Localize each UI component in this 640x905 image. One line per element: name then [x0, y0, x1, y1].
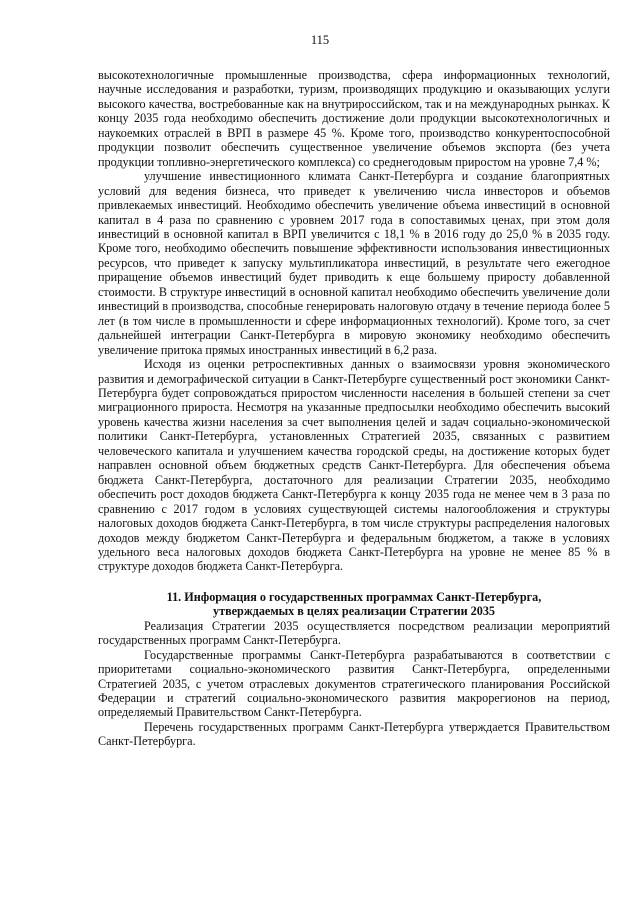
paragraph-strategy-implementation: Реализация Стратегии 2035 осуществляется посредством реализации мероприятий государственных программ Санкт-Петербурга.	[98, 618, 610, 648]
section-heading-line-1: 11. Информация о государственных программах Санкт-Петербурга,	[166, 589, 542, 604]
section-heading	[98, 590, 610, 619]
paragraph-investment-climate: улучшение инвестиционного климата Санкт-Петербурга и создание благоприятных условий для ведения бизнеса, что приведет к увеличению числа инвесторов и объемов привлекаемых инвестиций. Необходимо обеспечить увеличение объема инвестиций в основной капитал в 4 раза по сравнению с уровнем 2017 года в сопоставимых ценах, при этом доля инвестиций в основной капитал в ВРП увеличится с 18,1 % в 2016 году до 25,0 % в 2035 году. Кроме того, необходимо обеспечить повышение эффективности использования инвестиционных ресурсов, что приведет к запуску мультипликатора инвестиций, в результате чего ежегодное приращение объемов инвестиций будет приводить к еще большему приросту добавленной стоимости. В структуре инвестиций в основной капитал необходимо обеспечить увеличение доли инвестиций в производства, способные генерировать налоговую отдачу в течение периода более 5 лет (в том числе в промышленности и сфере информационных технологий). Кроме того, за счет дальнейшей интеграции Санкт-Петербурга в мировую экономику необходимо обеспечить увеличение притока прямых иностранных инвестиций в 6,2 раза.	[98, 169, 610, 357]
section-heading-line-2: утверждаемых в целях реализации Стратегии 2035	[212, 604, 496, 619]
paragraph-demography-budget: Исходя из оценки ретроспективных данных о взаимосвязи уровня экономического развития и демографической ситуации в Санкт-Петербурге существенный рост экономики Санкт-Петербурга будет сопровождаться приростом численности населения в большей степени за счет миграционного прироста. Несмотря на указанные предпосылки необходимо обеспечить высокий уровень качества жизни населения за счет выполнения целей и задач социально-экономической политики Санкт-Петербурга, установленных Стратегией 2035, связанных с развитием человеческого капитала и улучшением качества городской среды, на достижение которых будет направлен основной объем бюджетных средств Санкт-Петербурга. Для обеспечения объема бюджета Санкт-Петербурга, достаточного для реализации Стратегии 2035, необходимо обеспечить рост доходов бюджета Санкт-Петербурга к концу 2035 года не менее чем в 3 раза по сравнению с 2017 годом в условиях существующей системы налогообложения и структуры налоговых доходов бюджета Санкт-Петербурга, в том числе структуры распределения налоговых доходов между бюджетом Санкт-Петербурга и федеральным бюджетом, а также в условиях удельного веса налоговых доходов бюджета Санкт-Петербурга на уровне не менее 85 % в структуре доходов бюджета Санкт-Петербурга.	[98, 357, 610, 574]
page-number: 115	[310, 33, 330, 47]
paragraph-programs-list: Перечень государственных программ Санкт-Петербурга утверждается Правительством Санкт-Петербурга.	[98, 719, 610, 749]
paragraph-state-programs: Государственные программы Санкт-Петербурга разрабатываются в соответствии с приоритетами социально-экономического развития Санкт-Петербурга, определенными Стратегией 2035, с учетом отраслевых документов стратегического планирования Российской Федерации и стратегий социально-экономического развития макрорегионов на период, определяемый Правительством Санкт-Петербурга.	[98, 647, 610, 720]
document-body	[98, 68, 610, 749]
paragraph-continuation: высокотехнологичные промышленные производства, сфера информационных технологий, научные исследования и разработки, туризм, производящих продукцию и оказывающих услуги высокого качества, востребованные как на внутрироссийском, так и на международных рынках. К концу 2035 года необходимо обеспечить достижение доли продукции высокотехнологичных и наукоемких отраслей в ВРП в размере 45 %. Кроме того, производство конкурентоспособной продукции позволит обеспечить существенное увеличение объемов экспорта (без учета продукции топливно-энергетического комплекса) со среднегодовым приростом на уровне 7,4 %;	[98, 68, 610, 169]
